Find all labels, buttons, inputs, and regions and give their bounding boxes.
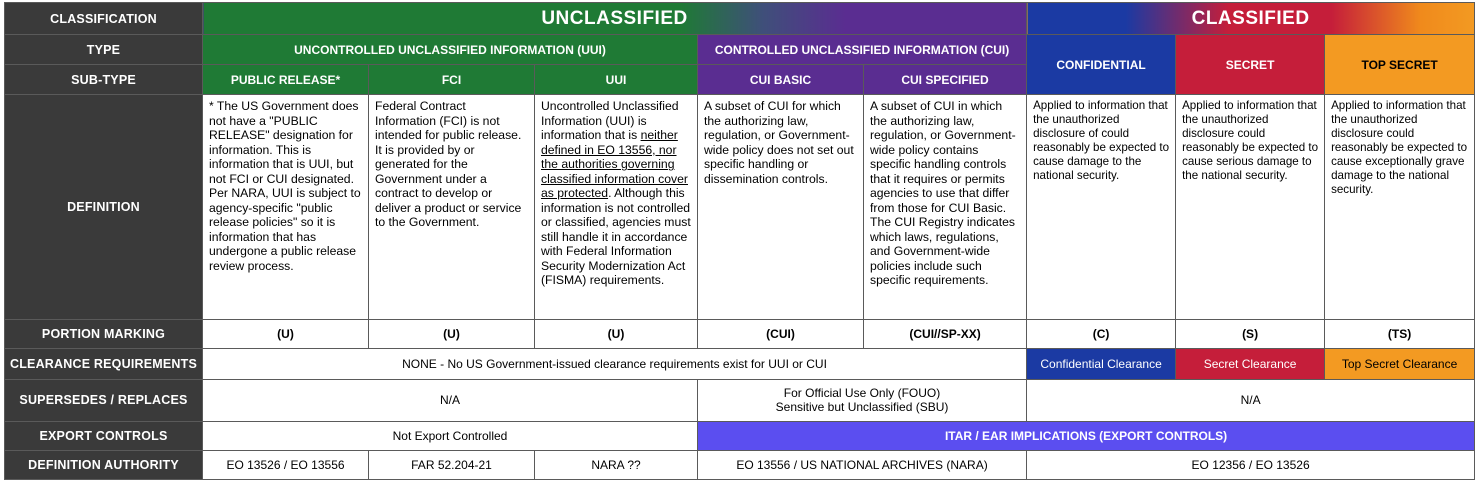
clearance-top-secret: Top Secret Clearance bbox=[1325, 349, 1475, 379]
subtype-uui: UUI bbox=[535, 65, 698, 95]
supersedes-cui-line1: For Official Use Only (FOUO) bbox=[783, 386, 941, 401]
clearance-secret: Secret Clearance bbox=[1176, 349, 1325, 379]
row-header-supersedes: SUPERSEDES / REPLACES bbox=[5, 379, 203, 421]
type-secret: SECRET bbox=[1176, 35, 1325, 95]
definition-uui bbox=[535, 95, 698, 320]
classified-header: CLASSIFIED bbox=[1027, 3, 1475, 35]
definition-cui-basic: A subset of CUI for which the authorizing law, regulation, or Government-wide policy does not set out specific handling or dissemination controls. bbox=[698, 95, 864, 320]
definition-fci: Federal Contract Information (FCI) is not intended for public release. It is provided by or generated for the Government under a contract to develop or deliver a product or service to the Government. bbox=[369, 95, 535, 320]
definition-top-secret: Applied to information that the unauthorized disclosure could reasonably be expected to cause exceptionally grave damage to the national security. bbox=[1325, 95, 1475, 320]
row-classification bbox=[5, 3, 1475, 35]
row-header-definition: DEFINITION bbox=[5, 95, 203, 320]
authority-public-release: EO 13526 / EO 13556 bbox=[203, 450, 369, 479]
definition-secret: Applied to information that the unauthorized disclosure could reasonably be expected to cause serious damage to the national security. bbox=[1176, 95, 1325, 320]
row-header-classification: CLASSIFICATION bbox=[5, 3, 203, 35]
type-cui: CONTROLLED UNCLASSIFIED INFORMATION (CUI) bbox=[698, 35, 1027, 65]
export-itar: ITAR / EAR IMPLICATIONS (EXPORT CONTROLS) bbox=[698, 421, 1475, 450]
type-uui: UNCONTROLLED UNCLASSIFIED INFORMATION (UUI) bbox=[203, 35, 698, 65]
authority-cui: EO 13556 / US NATIONAL ARCHIVES (NARA) bbox=[698, 450, 1027, 479]
marking-fci: (U) bbox=[369, 320, 535, 349]
authority-uui: NARA ?? bbox=[535, 450, 698, 479]
supersedes-classified: N/A bbox=[1027, 379, 1475, 421]
definition-uui-underlined: neither defined in EO 13556, nor the authorities governing classified information cover as protected bbox=[541, 128, 688, 201]
supersedes-cui-line2: Sensitive but Unclassified (SBU) bbox=[775, 400, 949, 415]
row-header-type: TYPE bbox=[5, 35, 203, 65]
supersedes-cui bbox=[698, 379, 1027, 421]
supersedes-uui: N/A bbox=[203, 379, 698, 421]
marking-cui-specified: (CUI//SP-XX) bbox=[864, 320, 1027, 349]
marking-public-release: (U) bbox=[203, 320, 369, 349]
definition-uui-pre: Uncontrolled Unclassified Information (UUI) is information that is bbox=[541, 99, 679, 143]
marking-confidential: (C) bbox=[1027, 320, 1176, 349]
row-type bbox=[5, 35, 1475, 65]
clearance-unclassified: NONE - No US Government-issued clearance requirements exist for UUI or CUI bbox=[203, 349, 1027, 379]
row-header-export: EXPORT CONTROLS bbox=[5, 421, 203, 450]
marking-secret: (S) bbox=[1176, 320, 1325, 349]
subtype-cui-basic: CUI BASIC bbox=[698, 65, 864, 95]
subtype-public-release: PUBLIC RELEASE* bbox=[203, 65, 369, 95]
row-clearance bbox=[5, 349, 1475, 379]
definition-cui-specified: A subset of CUI in which the authorizing law, regulation, or Government-wide policy contains specific handling controls that it requires or permits agencies to use that differ from those for CUI Basic. The CUI Registry indicates which laws, regulations, and Government-wide policies include such specific requirements. bbox=[864, 95, 1027, 320]
row-export bbox=[5, 421, 1475, 450]
row-supersedes bbox=[5, 379, 1475, 421]
authority-fci: FAR 52.204-21 bbox=[369, 450, 535, 479]
row-header-portion-marking: PORTION MARKING bbox=[5, 320, 203, 349]
marking-cui-basic: (CUI) bbox=[698, 320, 864, 349]
export-uui: Not Export Controlled bbox=[203, 421, 698, 450]
marking-top-secret: (TS) bbox=[1325, 320, 1475, 349]
row-portion-marking bbox=[5, 320, 1475, 349]
row-definition bbox=[5, 95, 1475, 320]
clearance-confidential: Confidential Clearance bbox=[1027, 349, 1176, 379]
row-header-subtype: SUB-TYPE bbox=[5, 65, 203, 95]
classification-table bbox=[4, 2, 1475, 480]
authority-classified: EO 12356 / EO 13526 bbox=[1027, 450, 1475, 479]
marking-uui: (U) bbox=[535, 320, 698, 349]
subtype-fci: FCI bbox=[369, 65, 535, 95]
type-confidential: CONFIDENTIAL bbox=[1027, 35, 1176, 95]
type-top-secret: TOP SECRET bbox=[1325, 35, 1475, 95]
definition-confidential: Applied to information that the unauthorized disclosure of could reasonably be expected to cause damage to the national security. bbox=[1027, 95, 1176, 320]
row-authority bbox=[5, 450, 1475, 479]
unclassified-header: UNCLASSIFIED bbox=[203, 3, 1027, 35]
row-header-clearance: CLEARANCE REQUIREMENTS bbox=[5, 349, 203, 379]
subtype-cui-specified: CUI SPECIFIED bbox=[864, 65, 1027, 95]
definition-uui-post: . Although this information is not controlled or classified, agencies must still handle it in accordance with Federal Information Security Modernization Act (FISMA) requirements. bbox=[541, 186, 691, 288]
row-header-authority: DEFINITION AUTHORITY bbox=[5, 450, 203, 479]
definition-public-release: * The US Government does not have a "PUBLIC RELEASE" designation for information. This is information that is UUI, but not FCI or CUI designated. Per NARA, UUI is subject to agency-specific "public release policies" so it is information that has undergone a public release review process. bbox=[203, 95, 369, 320]
